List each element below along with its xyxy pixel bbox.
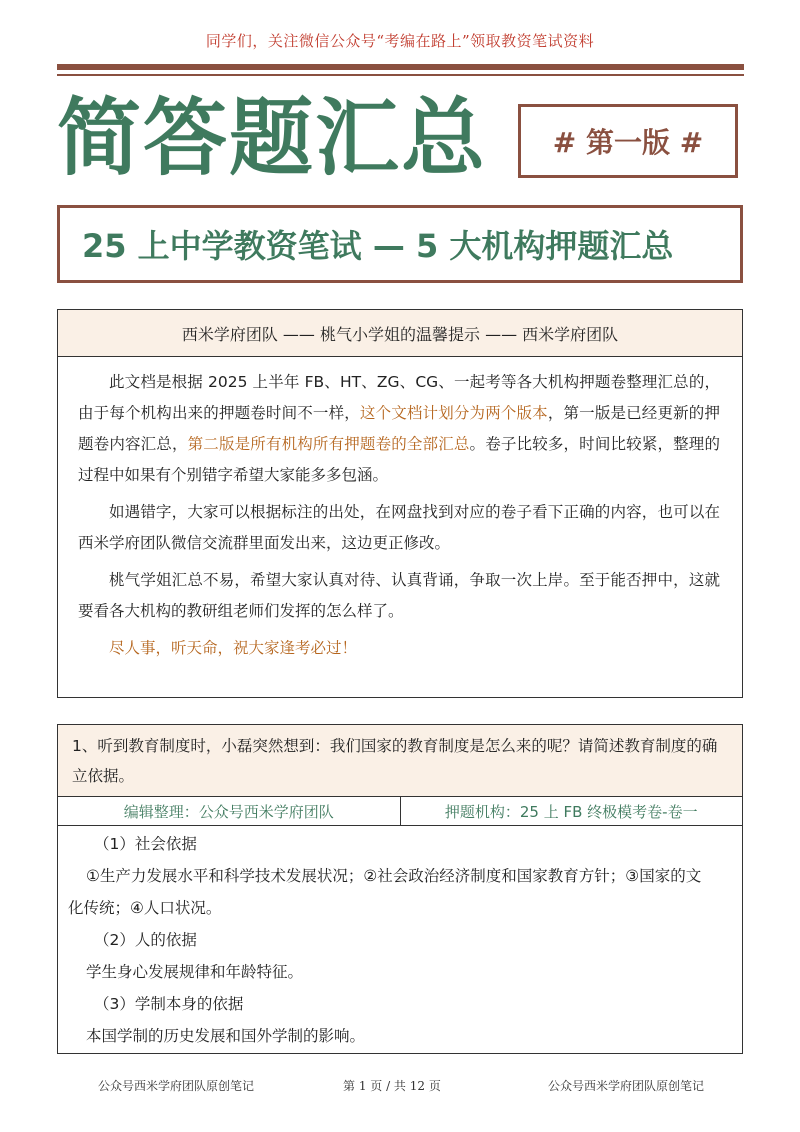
notice-paragraph-1: 此文档是根据 2025 上半年 FB、HT、ZG、CG、一起考等各大机构押题卷整理汇总的，由于每个机构出来的押题卷时间不一样，这个文档计划分为两个版本，第一版是已经更新的押题卷内容汇总，第二版是所有机构所有押题卷的全部汇总。卷子比较多，时间比较紧，整理的过程中如果有个别错字希望大家能多多包涵。 bbox=[78, 373, 720, 484]
answer-section-2-title: （2）人的依据 bbox=[94, 931, 197, 949]
question-text: 1、听到教育制度时，小磊突然想到：我们国家的教育制度是怎么来的呢？请简述教育制度的确立依据。 bbox=[58, 725, 742, 797]
footer-left: 公众号西米学府团队原创笔记 bbox=[98, 1079, 255, 1093]
notice-body bbox=[58, 357, 742, 664]
answer-section-2-body: 学生身心发展规律和年龄特征。 bbox=[86, 963, 304, 981]
document-subtitle: 25 上中学教资笔试 — 5 大机构押题汇总 bbox=[57, 205, 743, 283]
header-rule-thin bbox=[57, 74, 744, 76]
notice-panel bbox=[57, 309, 743, 698]
edition-badge: # 第一版 # bbox=[518, 104, 738, 178]
page-footer bbox=[0, 1077, 800, 1097]
highlight-second-edition: 第二版是所有机构所有押题卷的全部汇总 bbox=[187, 435, 470, 453]
editor-credit: 编辑整理：公众号西米学府团队 bbox=[58, 797, 401, 825]
notice-closing: 尽人事，听天命，祝大家逢考必过！ bbox=[109, 639, 358, 657]
answer-section-1-body: ①生产力发展水平和科学技术发展状况；②社会政治经济制度和国家教育方针；③国家的文 bbox=[86, 867, 702, 885]
question-card bbox=[57, 724, 743, 1054]
footer-right: 公众号西米学府团队原创笔记 bbox=[548, 1079, 705, 1093]
highlight-two-versions: 这个文档计划分为两个版本 bbox=[359, 404, 548, 422]
answer-section-3-body: 本国学制的历史发展和国外学制的影响。 bbox=[86, 1027, 366, 1045]
source-credit: 押题机构：25 上 FB 终极模考卷-卷一 bbox=[444, 802, 698, 821]
promo-banner-text: 同学们，关注微信公众号“考编在路上”领取教资笔试资料 bbox=[205, 32, 595, 50]
answer-section-3-title: （3）学制本身的依据 bbox=[94, 995, 244, 1013]
header-rule-thick bbox=[57, 64, 744, 70]
page-number: 第 1 页 / 共 12 页 bbox=[343, 1079, 441, 1093]
notice-paragraph-2: 如遇错字，大家可以根据标注的出处，在网盘找到对应的卷子看下正确的内容，也可以在西米学府团队微信交流群里面发出来，这边更正修改。 bbox=[78, 503, 720, 552]
answer-body bbox=[58, 826, 742, 1052]
answer-section-1-body-cont: 化传统；④人口状况。 bbox=[68, 899, 222, 917]
notice-paragraph-3: 桃气学姐汇总不易，希望大家认真对待、认真背诵，争取一次上岸。至于能否押中，这就要看各大机构的教研组老师们发挥的怎么样了。 bbox=[78, 571, 720, 620]
notice-header: 西米学府团队 —— 桃气小学姐的温馨提示 —— 西米学府团队 bbox=[58, 310, 742, 357]
question-meta-row bbox=[58, 797, 742, 826]
page-title: 简答题汇总 bbox=[57, 89, 488, 187]
answer-section-1-title: （1）社会依据 bbox=[94, 835, 197, 853]
